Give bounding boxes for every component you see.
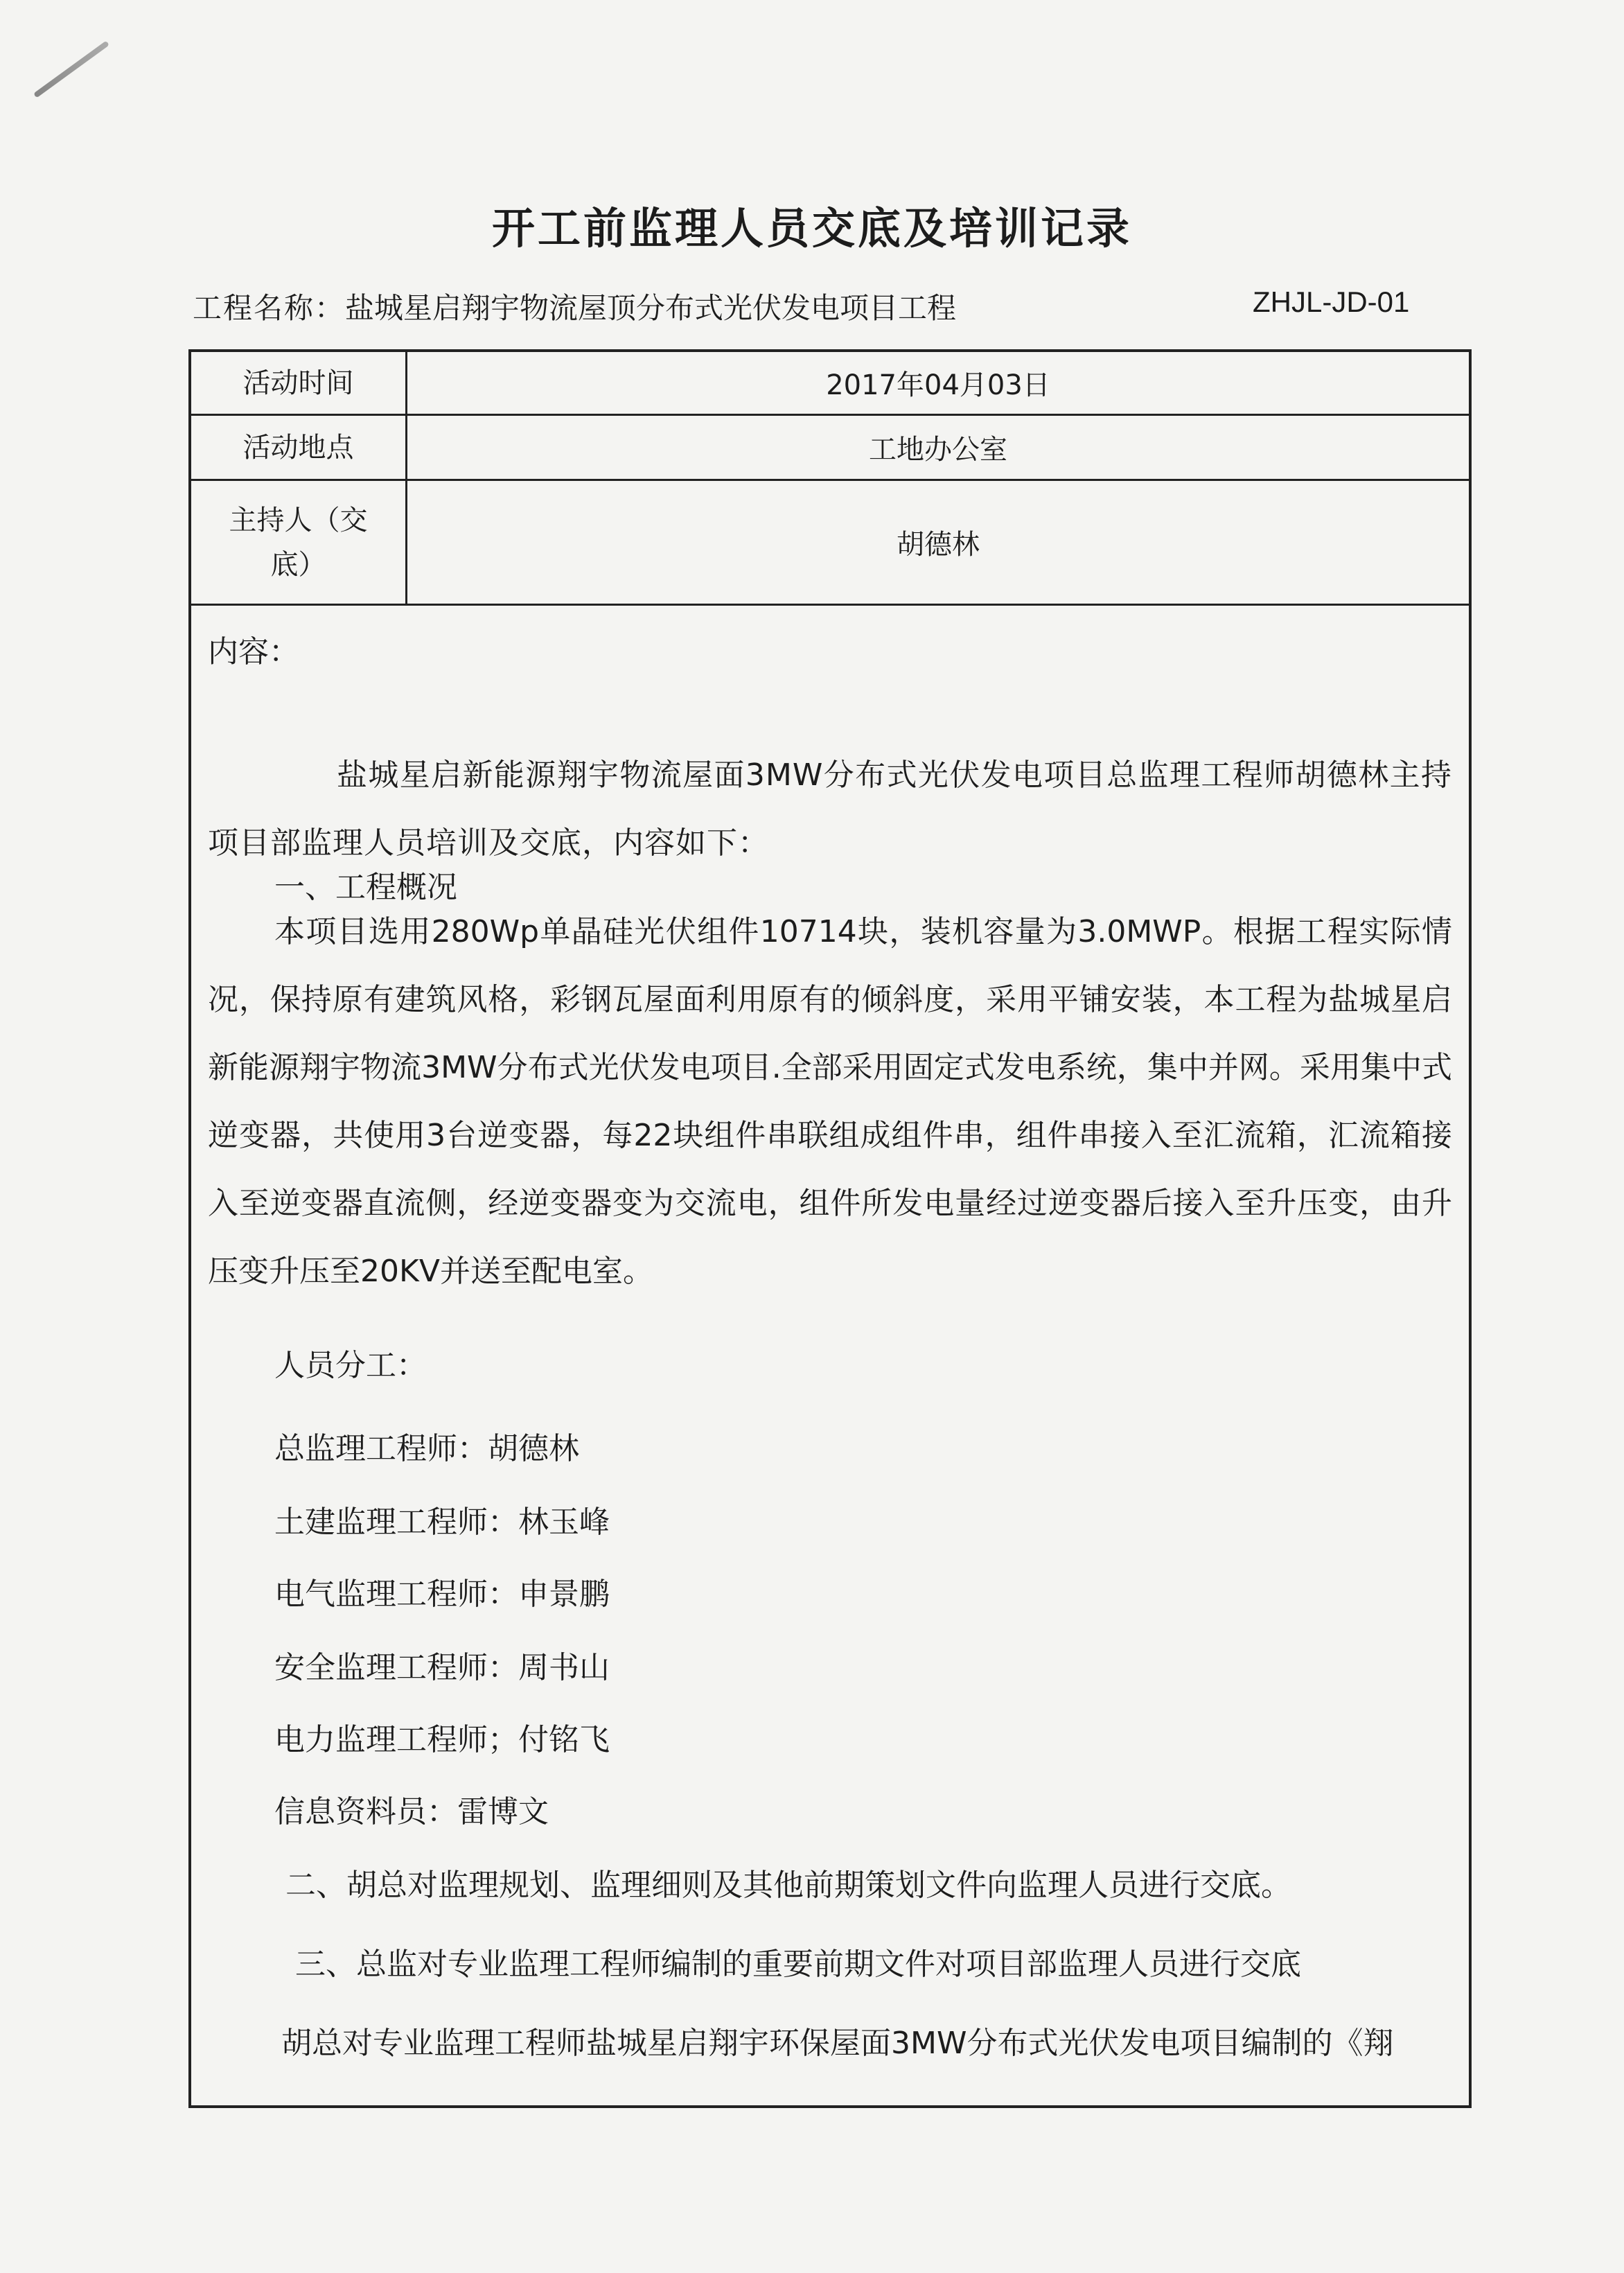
row-activity-time (191, 352, 1469, 416)
staff-civil: 土建监理工程师：林玉峰 (274, 1504, 610, 1540)
project-label: 工程名称： (193, 291, 346, 325)
content-label: 内容： (208, 634, 299, 669)
activity-time-label: 活动时间 (191, 352, 407, 414)
activity-location-value: 工地办公室 (869, 434, 1007, 466)
intro-paragraph: 盐城星启新能源翔宇物流屋面3MW分布式光伏发电项目总监理工程师胡德林主持项目部监理人员培训及交底，内容如下： (208, 757, 1452, 861)
staff-power: 电力监理工程师；付铭飞 (274, 1722, 610, 1757)
section3: 三、总监对专业监理工程师编制的重要前期文件对项目部监理人员进行交底 (295, 1947, 1301, 1982)
page-title: 开工前监理人员交底及培训记录 (491, 203, 1132, 254)
project-name-line (193, 286, 956, 327)
host-label: 主持人（交底） (191, 481, 407, 604)
activity-time-value: 2017年04月03日 (826, 369, 1050, 401)
section2: 二、胡总对监理规划、监理细则及其他前期策划文件向监理人员进行交底。 (285, 1868, 1291, 1903)
pen-mark (33, 41, 109, 98)
staff-info: 信息资料员：雷博文 (274, 1794, 549, 1829)
section1-title: 一、工程概况 (274, 870, 457, 905)
last-line: 胡总对专业监理工程师盐城星启翔宇环保屋面3MW分布式光伏发电项目编制的《翔 (281, 2026, 1394, 2061)
row-host (191, 481, 1469, 606)
section1-body: 本项目选用280Wp单晶硅光伏组件10714块，装机容量为3.0MWP。根据工程实际情况，保持原有建筑风格，彩钢瓦屋面利用原有的倾斜度，采用平铺安装，本工程为盐城星启新能源翔宇物流3MW分布式光伏发电项目.全部采用固定式发电系统，集中并网。采用集中式逆变器，共使用3台逆变器，每22块组件串联组成组件串，组件串接入至汇流箱，汇流箱接入至逆变器直流侧，经逆变器变为交流电，组件所发电量经过逆变器后接入至升压变，由升压变升压至20KV并送至配电室。 (208, 914, 1452, 1289)
project-name: 盐城星启翔宇物流屋顶分布式光伏发电项目工程 (345, 291, 957, 325)
host-value: 胡德林 (897, 529, 980, 561)
document-code: ZHJL-JD-01 (1253, 286, 1410, 318)
activity-location-label: 活动地点 (191, 416, 407, 479)
staff-chief: 总监理工程师：胡德林 (274, 1431, 579, 1466)
staff-safety: 安全监理工程师：周书山 (274, 1650, 610, 1685)
staff-title: 人员分工： (274, 1348, 427, 1383)
staff-electrical: 电气监理工程师：申景鹏 (274, 1577, 610, 1612)
row-activity-location (191, 416, 1469, 481)
record-table (188, 349, 1472, 2108)
